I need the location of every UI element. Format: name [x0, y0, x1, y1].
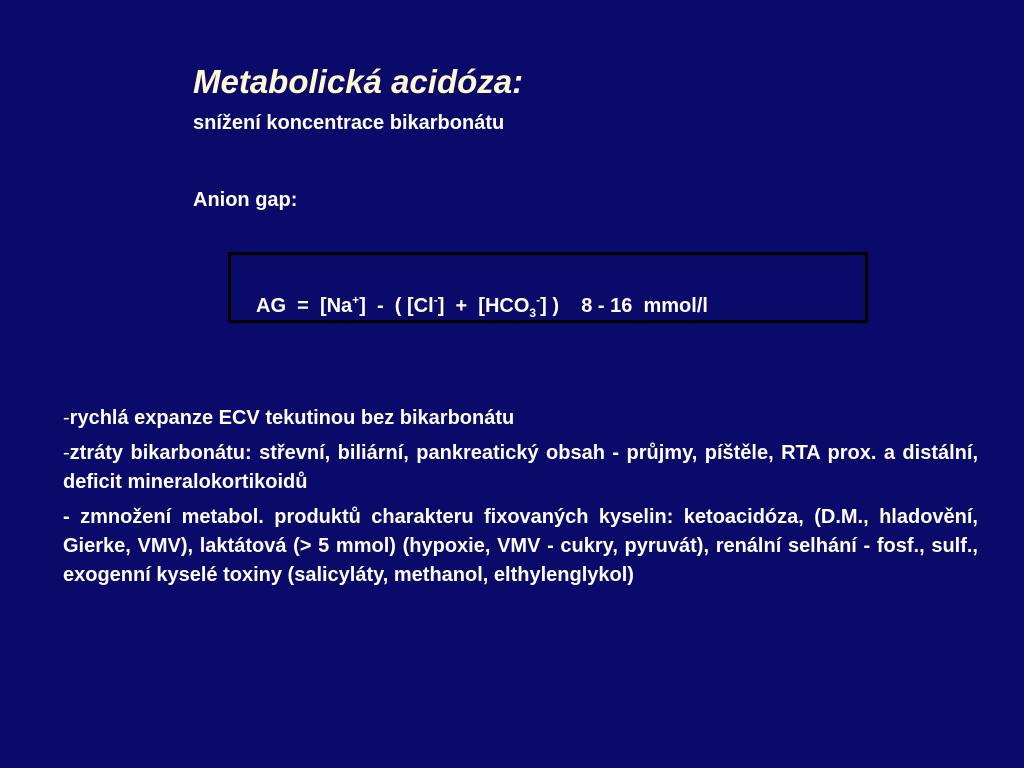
formula-hco3-charge: -: [536, 293, 541, 307]
bullet-text: ztráty bikarbonátu: střevní, biliární, pankreatický obsah - průjmy, píštěle, RTA prox. a distální, deficit mineralokortikoidů: [63, 442, 978, 493]
bullet-dash: -: [63, 442, 70, 464]
formula-plus: +: [455, 295, 468, 317]
formula-paren-close: ): [552, 295, 559, 317]
formula-paren-open: (: [394, 295, 402, 317]
anion-gap-formula-box: [228, 252, 868, 323]
formula-hco3: $[HCO_3^-]$: [478, 293, 547, 320]
formula-na: [Na+]: [319, 293, 366, 317]
bullet-text: - zmnožení metabol. produktů charakteru fixovaných kyselin: ketoacidóza, (D.M., hladovění, Gierke, VMV), laktátová (> 5 mmol) (hypoxie, VMV - cukry, pyruvát), renální selhání - fosf., sulf., exogenní kyselé toxiny (salicyláty, methanol, elthylenglykol): [63, 506, 978, 586]
formula-cl: [Cl-]: [407, 293, 445, 317]
anion-gap-formula: [256, 293, 708, 319]
formula-ag: AG: [256, 295, 286, 317]
slide-subtitle: snížení koncentrace bikarbonátu: [193, 112, 505, 134]
bullet-text: rychlá expanze ECV tekutinou bez bikarbonátu: [69, 407, 515, 429]
formula-hco3-subscript: 3: [529, 306, 537, 320]
cause-list-item: [63, 439, 978, 497]
slide-title: Metabolická acidóza:: [193, 63, 524, 100]
cause-list-item: [63, 503, 978, 590]
anion-gap-label: Anion gap:: [193, 189, 298, 211]
formula-na-charge: +: [352, 293, 360, 307]
formula-equals: =: [297, 295, 309, 317]
cause-list-item: [63, 404, 978, 433]
cause-list: [63, 404, 978, 596]
formula-minus: -: [376, 295, 384, 317]
formula-cl-charge: -: [433, 293, 438, 307]
bullet-dash: -: [63, 407, 70, 429]
formula-reference-range: 8 - 16 mmol/l: [581, 295, 708, 317]
